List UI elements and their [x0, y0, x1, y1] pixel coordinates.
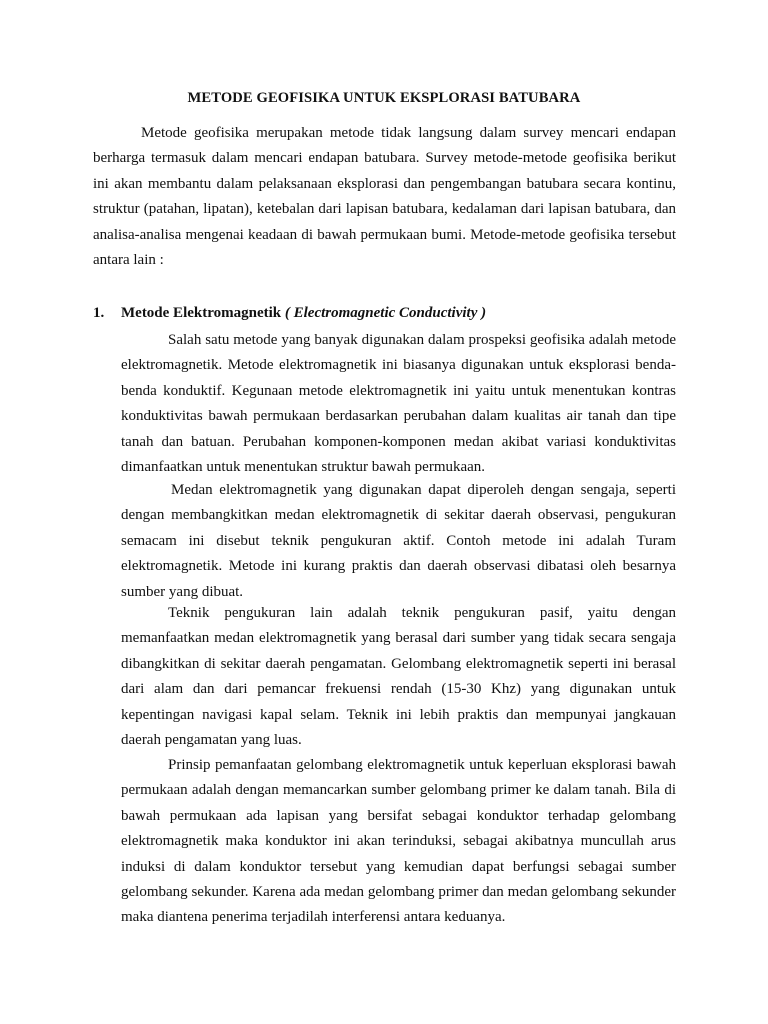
section-heading — [93, 303, 676, 323]
section-paragraph-3: Teknik pengukuran lain adalah teknik pengukuran pasif, yaitu dengan memanfaatkan medan elektromagnetik yang berasal dari sumber yang tidak secara sengaja dibangkitkan di sekitar daerah pengamatan. Gelombang elektromagnetik seperti ini berasal dari alam dan dari pemancar frekuensi rendah (15-30 Khz) yang digunakan untuk kepentingan navigasi kapal selam. Teknik ini lebih praktis dan mempunyai jangkauan daerah pengamatan yang luas. — [121, 605, 676, 749]
section-paragraph-2: Medan elektromagnetik yang digunakan dapat diperoleh dengan sengaja, seperti dengan membangkitkan medan elektromagnetik di sekitar daerah observasi, pengukuran semacam ini disebut teknik pengukuran aktif. Contoh metode ini adalah Turam elektromagnetik. Metode ini kurang praktis dan daerah observasi dibatasi oleh besarnya sumber yang dibuat. — [121, 482, 676, 600]
section-name: Metode Elektromagnetik — [121, 305, 282, 321]
section-paragraph-1: Salah satu metode yang banyak digunakan dalam prospeksi geofisika adalah metode elektromagnetik. Metode elektromagnetik ini biasanya digunakan untuk eksplorasi benda-benda konduktif. Kegunaan metode elektromagnetik ini yaitu untuk menentukan kontras konduktivitas bawah permukaan berdasarkan perubahan dalam kualitas air tanah dan tipe tanah dan batuan. Perubahan komponen-komponen medan akibat variasi konduktivitas dimanfaatkan untuk menentukan struktur bawah permukaan. — [121, 332, 676, 476]
document-title: METODE GEOFISIKA UNTUK EKSPLORASI BATUBARA — [187, 90, 581, 106]
section-paragraph-4: Prinsip pemanfaatan gelombang elektromagnetik untuk keperluan eksplorasi bawah permukaan adalah dengan memancarkan sumber gelombang primer ke dalam tanah. Bila di bawah permukaan ada lapisan yang bersifat sebagai konduktor terhadap gelombang elektromagnetik maka konduktor ini akan terinduksi, sebagai akibatnya muncullah arus induksi di dalam konduktor tersebut yang kemudian dapat berfungsi sebagai sumber gelombang sekunder. Karena ada medan gelombang primer dan medan gelombang sekunder maka diantena penerima terjadilah interferensi antara keduanya. — [121, 757, 676, 926]
intro-paragraph: Metode geofisika merupakan metode tidak langsung dalam survey mencari endapan berharga termasuk dalam mencari endapan batubara. Survey metode-metode geofisika berikut ini akan membantu dalam pelaksanaan eksplorasi dan pengembangan batubara secara kontinu, struktur (patahan, lipatan), ketebalan dari lapisan batubara, kedalaman dari lapisan batubara, dan analisa-analisa mengenai keadaan di bawah permukaan bumi. Metode-metode geofisika tersebut antara lain : — [93, 125, 676, 269]
section-english-name: ( Electromagnetic Conductivity ) — [284, 305, 487, 321]
section-number: 1. — [93, 305, 105, 321]
